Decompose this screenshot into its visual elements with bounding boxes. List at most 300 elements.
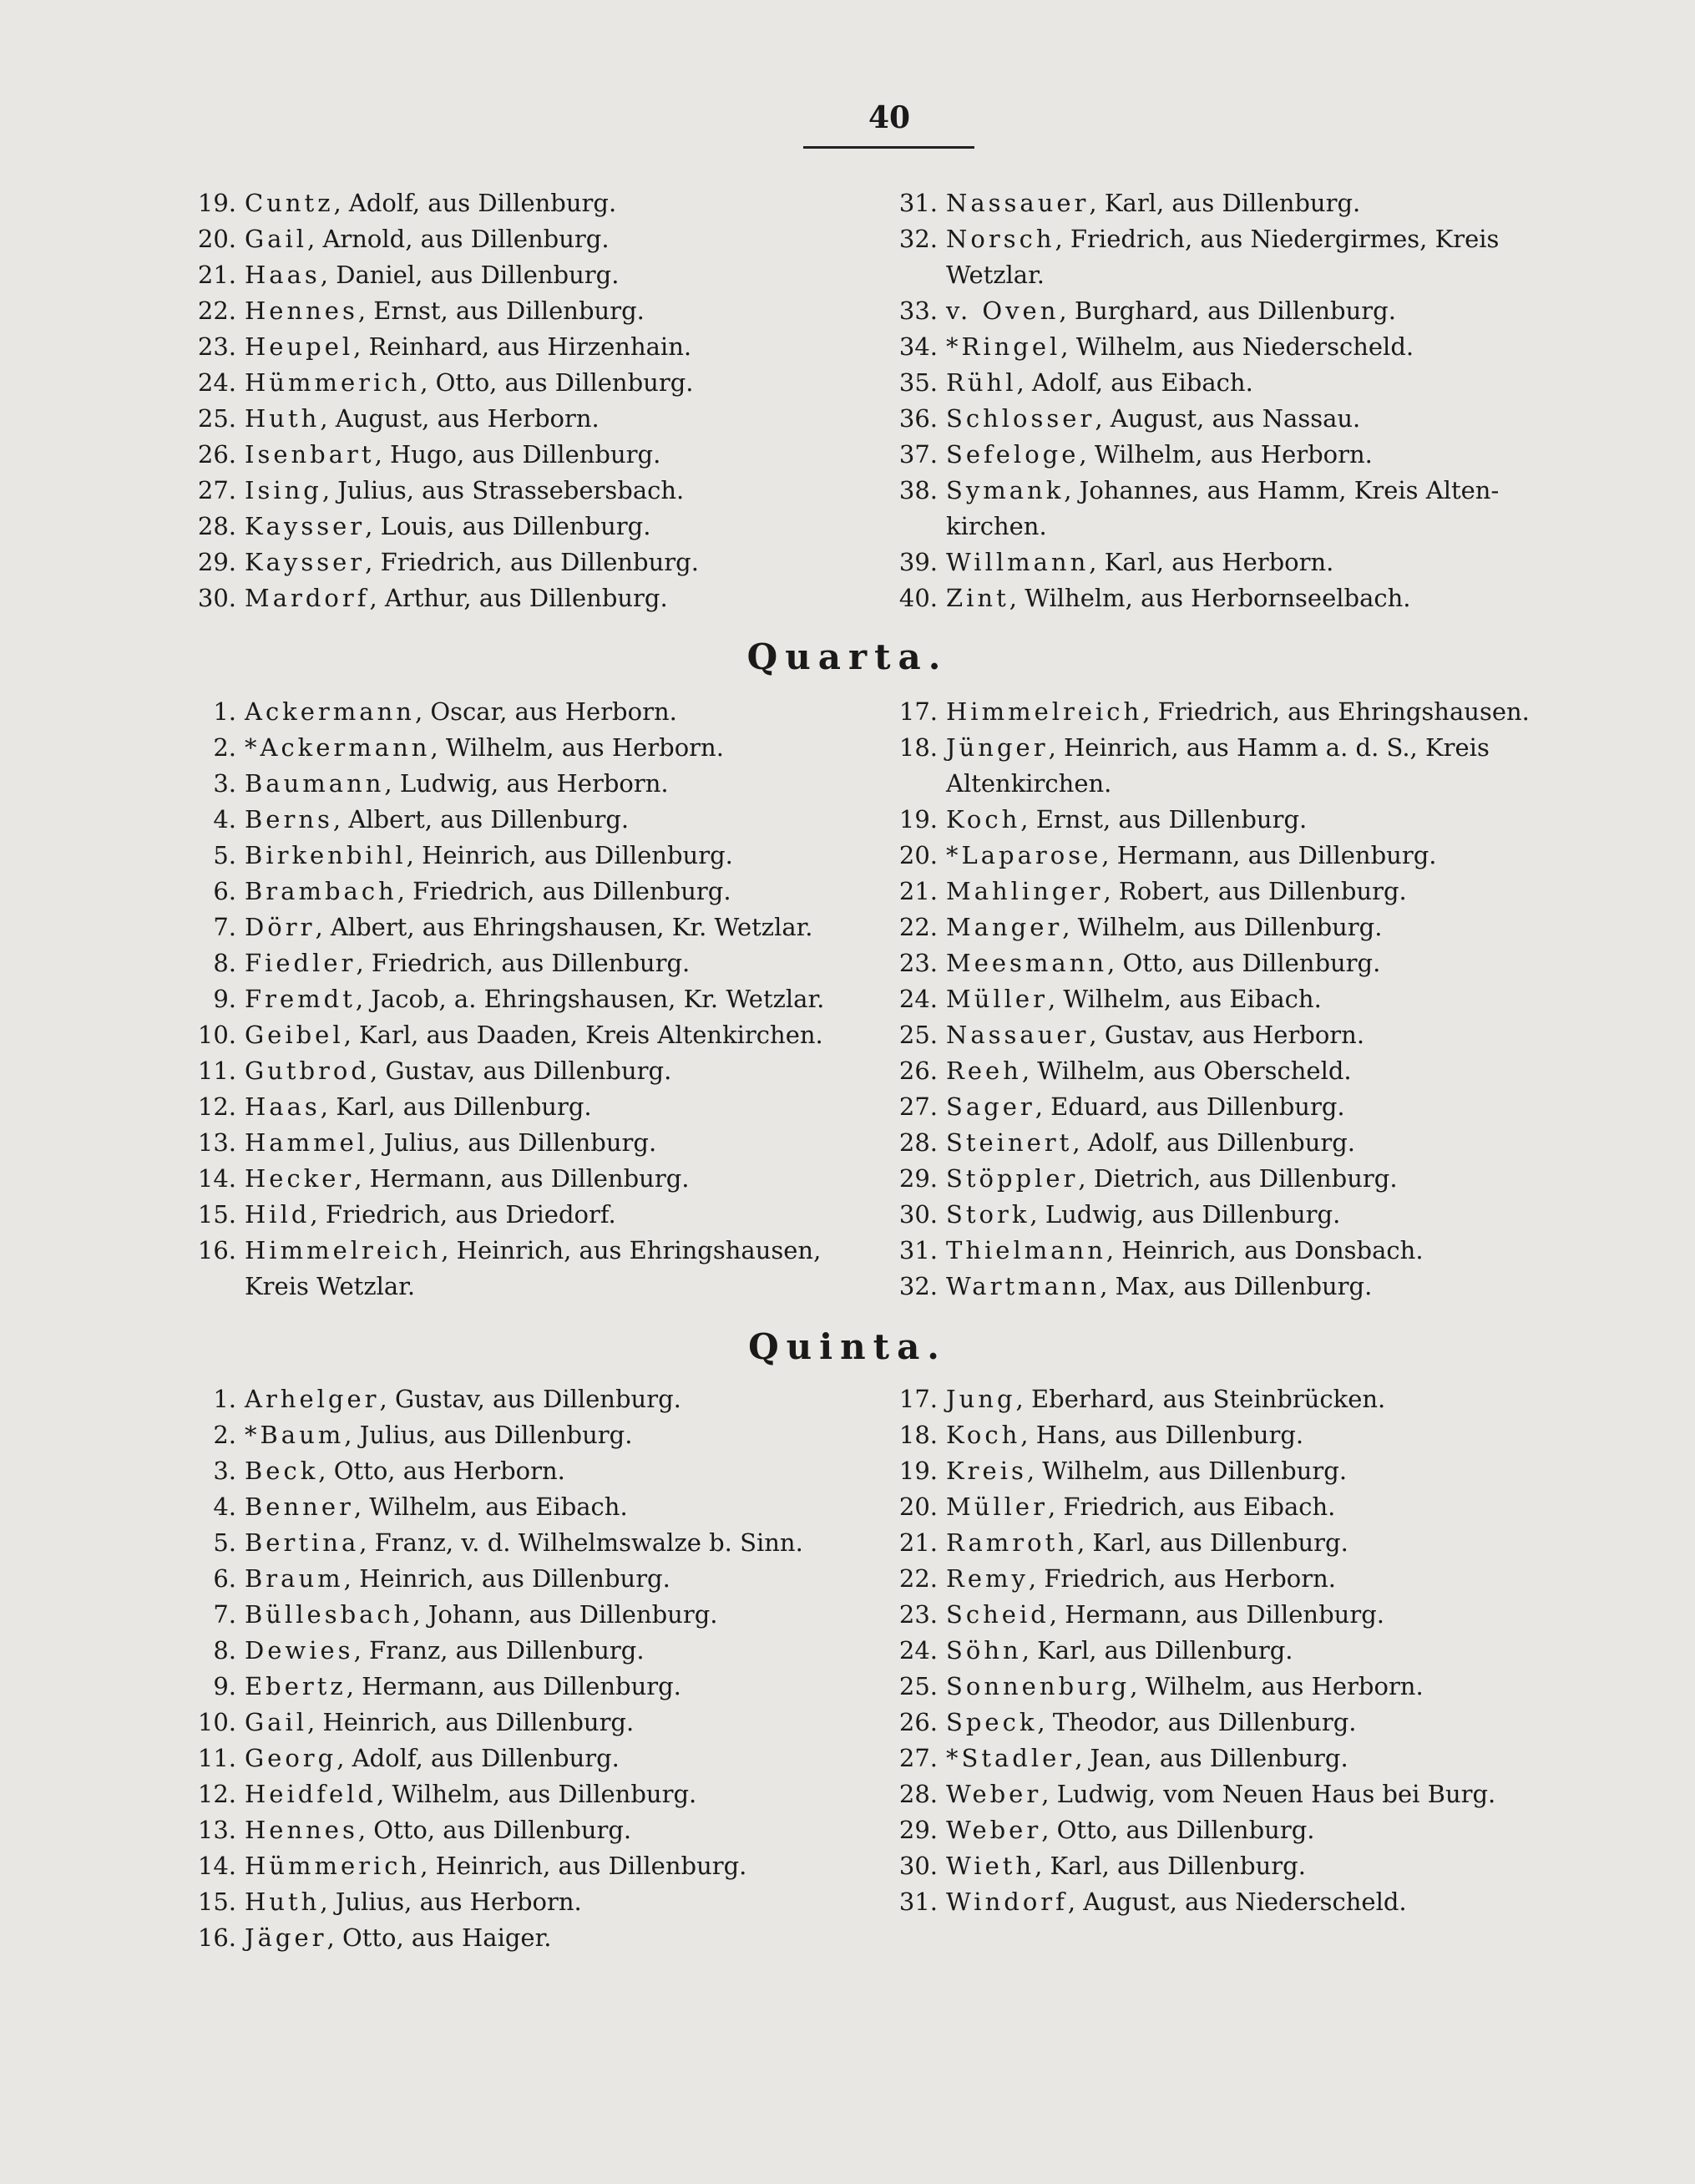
list-item (188, 1197, 881, 1233)
entry-surname: Koch (946, 805, 1021, 834)
list-item (889, 1525, 1603, 1561)
entry-details: , Heinrich, aus Dillenburg. (406, 841, 733, 869)
entry-number: 2. (213, 733, 236, 762)
entry-number: 17. (898, 697, 938, 726)
entry-details: , Adolf, aus Dillenburg. (333, 189, 617, 217)
entry-number: 13. (197, 1816, 236, 1844)
entry-surname: Brambach (245, 877, 397, 905)
entry-details: , Heinrich, aus Dillenburg. (343, 1564, 670, 1593)
list-item (188, 437, 881, 473)
entry-surname: Willmann (946, 548, 1090, 576)
list-item (188, 945, 881, 981)
entry-text (245, 1453, 565, 1489)
entry-details: , Ernst, aus Dillenburg. (1020, 805, 1308, 834)
entry-surname: Reeh (946, 1057, 1022, 1085)
entry-text (245, 730, 724, 766)
entry-number: 1. (213, 697, 236, 726)
entry-details: , Karl, aus Dillenburg. (1089, 189, 1361, 217)
entry-number: 19. (898, 1457, 938, 1485)
quarta-right-column (889, 694, 1603, 1305)
list-item (889, 545, 1603, 580)
entry-surname: *Stadler (946, 1744, 1075, 1772)
entry-details: , Ludwig, aus Dillenburg. (1030, 1200, 1341, 1229)
entry-continuation: Wetzlar. (946, 261, 1045, 289)
entry-details: , Friedrich, aus Driedorf. (310, 1200, 616, 1229)
list-item (188, 910, 881, 945)
entry-surname: Müller (946, 1492, 1048, 1521)
top-left-column (188, 185, 881, 616)
entry-surname: Manger (946, 913, 1063, 941)
entry-number: 17. (898, 1385, 938, 1413)
top-right-column (889, 185, 1603, 616)
entry-text (245, 1920, 551, 1956)
entry-details: , Daniel, aus Dillenburg. (320, 261, 620, 289)
entry-surname: Isenbart (245, 440, 375, 469)
entry-number: 12. (197, 1092, 236, 1121)
entry-details: , Adolf, aus Dillenburg. (1072, 1128, 1356, 1157)
list-item (188, 1812, 881, 1848)
entry-surname: Georg (245, 1744, 337, 1772)
entry-surname: Himmelreich (245, 1236, 442, 1264)
entry-number: 19. (898, 805, 938, 834)
list-item (889, 437, 1603, 473)
entry-number: 27. (197, 476, 236, 504)
entry-details: , Karl, aus Herborn. (1089, 548, 1334, 576)
entry-details: , Ernst, aus Dillenburg. (357, 296, 645, 325)
entry-text (245, 1597, 718, 1633)
entry-number: 16. (197, 1236, 236, 1264)
entry-text (245, 257, 619, 293)
entry-number: 1. (213, 1385, 236, 1413)
entry-surname: Mardorf (245, 584, 370, 612)
entry-details: , Friedrich, aus Dillenburg. (397, 877, 731, 905)
entry-text (946, 1525, 1348, 1561)
entry-text (245, 1561, 670, 1597)
list-item (889, 1417, 1603, 1453)
page-number: 40 (868, 100, 911, 135)
entry-surname: Hammel (245, 1128, 369, 1157)
list-item (889, 1669, 1603, 1705)
entry-details: , Otto, aus Dillenburg. (1107, 949, 1381, 977)
list-item (889, 221, 1603, 293)
entry-details: , Gustav, aus Herborn. (1089, 1021, 1365, 1049)
list-item (188, 1776, 881, 1812)
entry-details: , Otto, aus Dillenburg. (357, 1816, 632, 1844)
entry-number: 28. (898, 1780, 938, 1808)
entry-details: , Ludwig, aus Herborn. (384, 769, 669, 798)
entry-number: 3. (213, 1457, 236, 1485)
entry-number: 40. (898, 584, 938, 612)
entry-details: , Gustav, aus Dillenburg. (369, 1057, 672, 1085)
entry-surname: Sefeloge (946, 440, 1080, 469)
entry-surname: Ackermann (245, 697, 415, 726)
list-item (188, 1017, 881, 1053)
entry-text (245, 473, 684, 509)
entry-text (946, 221, 1499, 257)
entry-number: 8. (213, 1636, 236, 1665)
entry-number: 4. (213, 805, 236, 834)
entry-surname: Weber (946, 1780, 1042, 1808)
list-item (188, 509, 881, 545)
list-item (188, 221, 881, 257)
list-item (889, 580, 1603, 616)
page-number-rule (803, 146, 974, 149)
entry-details: , Reinhard, aus Hirzenhain. (353, 332, 692, 361)
entry-details: , Albert, aus Ehringshausen, Kr. Wetzlar. (315, 913, 813, 941)
entry-number: 31. (898, 1236, 938, 1264)
entry-details: , Heinrich, aus Ehringshausen, (441, 1236, 822, 1264)
entry-surname: Geibel (245, 1021, 344, 1049)
entry-surname: Windorf (946, 1888, 1068, 1916)
entry-text (245, 509, 650, 545)
entry-text (946, 1161, 1398, 1197)
entry-text (245, 1089, 592, 1125)
entry-surname: Sonnenburg (946, 1672, 1131, 1700)
entry-number: 18. (898, 1421, 938, 1449)
entry-text (245, 1848, 746, 1884)
entry-text (946, 1233, 1424, 1269)
entry-surname: Cuntz (245, 189, 334, 217)
entry-surname: Hennes (245, 1816, 358, 1844)
entry-continuation: kirchen. (946, 512, 1047, 540)
list-item (889, 694, 1603, 730)
entry-text (946, 1381, 1385, 1417)
entry-text (245, 1669, 681, 1705)
entry-text (946, 545, 1333, 580)
entry-surname: *Ringel (946, 332, 1061, 361)
entry-text (946, 1269, 1372, 1305)
list-item (188, 1053, 881, 1089)
entry-number: 23. (898, 1600, 938, 1629)
entry-text (946, 1848, 1306, 1884)
entry-number: 6. (213, 877, 236, 905)
entry-number: 9. (213, 1672, 236, 1700)
entry-continuation: Altenkirchen. (946, 769, 1112, 798)
entry-text (245, 365, 693, 401)
entry-details: , Wilhelm, aus Dillenburg. (1062, 913, 1383, 941)
entry-details: , Wilhelm, aus Herborn. (1079, 440, 1373, 469)
entry-surname: Söhn (946, 1636, 1022, 1665)
entry-surname: Himmelreich (946, 697, 1143, 726)
entry-text (946, 945, 1380, 981)
entry-details: , Friedrich, aus Dillenburg. (365, 548, 699, 576)
entry-number: 9. (213, 985, 236, 1013)
entry-surname: Mahlinger (946, 877, 1104, 905)
entry-number: 21. (898, 1528, 938, 1557)
entry-surname: Haas (245, 1092, 321, 1121)
list-item (188, 1525, 881, 1561)
entry-text (245, 185, 616, 221)
list-item (889, 1597, 1603, 1633)
entry-surname: Fremdt (245, 985, 356, 1013)
list-item (188, 1233, 881, 1305)
list-item (889, 1053, 1603, 1089)
list-item (188, 1597, 881, 1633)
entry-surname: *Ackermann (245, 733, 431, 762)
entry-number: 27. (898, 1092, 938, 1121)
entry-details: , Wilhelm, aus Eibach. (1047, 985, 1322, 1013)
entry-text (946, 1705, 1357, 1741)
entry-surname: Stork (946, 1200, 1030, 1229)
entry-number: 12. (197, 1780, 236, 1808)
entry-text (946, 437, 1373, 473)
entry-details: , Eberhard, aus Steinbrücken. (1015, 1385, 1386, 1413)
list-item (889, 1776, 1603, 1812)
entry-text (245, 1381, 681, 1417)
entry-details: , Oscar, aus Herborn. (414, 697, 677, 726)
entry-surname: Heidfeld (245, 1780, 377, 1808)
entry-surname: Huth (245, 1888, 321, 1916)
list-item (889, 1161, 1603, 1197)
entry-text (245, 1741, 620, 1776)
list-item (889, 1884, 1603, 1920)
entry-number: 28. (197, 512, 236, 540)
entry-text (245, 945, 690, 981)
entry-details: , Wilhelm, aus Herbornseelbach. (1009, 584, 1411, 612)
entry-surname: Kaysser (245, 548, 366, 576)
quinta-right-column (889, 1381, 1603, 1920)
list-item (188, 766, 881, 802)
entry-details: , Theodor, aus Dillenburg. (1037, 1708, 1357, 1736)
entry-number: 29. (898, 1164, 938, 1193)
entry-surname: Beck (245, 1457, 319, 1485)
entry-number: 27. (898, 1744, 938, 1772)
list-item (889, 1705, 1603, 1741)
entry-number: 22. (898, 1564, 938, 1593)
entry-number: 32. (898, 225, 938, 253)
entry-number: 6. (213, 1564, 236, 1593)
entry-text (245, 838, 733, 874)
entry-surname: Scheid (946, 1600, 1050, 1629)
entry-text (946, 329, 1414, 365)
entry-details: , Friedrich, aus Herborn. (1028, 1564, 1336, 1593)
entry-number: 30. (898, 1200, 938, 1229)
list-item (889, 1269, 1603, 1305)
entry-surname: Nassauer (946, 189, 1090, 217)
list-item (188, 1417, 881, 1453)
entry-surname: Sager (946, 1092, 1035, 1121)
entry-number: 15. (197, 1888, 236, 1916)
entry-details: , Heinrich, aus Dillenburg. (420, 1852, 747, 1880)
entry-surname: Dörr (245, 913, 316, 941)
entry-details: , Otto, aus Haiger. (326, 1923, 552, 1952)
entry-number: 25. (898, 1672, 938, 1700)
entry-text (245, 1884, 582, 1920)
entry-surname: Heupel (245, 332, 354, 361)
entry-details: , Karl, aus Dillenburg. (320, 1092, 592, 1121)
entry-surname: Jäger (245, 1923, 327, 1952)
entry-surname: Fiedler (245, 949, 357, 977)
entry-surname: Dewies (245, 1636, 354, 1665)
entry-text (946, 1089, 1345, 1125)
list-item (889, 365, 1603, 401)
entry-surname: Kreis (946, 1457, 1027, 1485)
list-item (188, 1741, 881, 1776)
entry-details: , August, aus Nassau. (1095, 404, 1361, 433)
entry-number: 31. (898, 189, 938, 217)
entry-surname: Hild (245, 1200, 311, 1229)
quinta-left-column (188, 1381, 881, 1956)
entry-surname: Braum (245, 1564, 344, 1593)
entry-details: , Heinrich, aus Donsbach. (1106, 1236, 1424, 1264)
entry-surname: Ebertz (245, 1672, 347, 1700)
list-item (889, 910, 1603, 945)
entry-text (245, 1233, 821, 1269)
entry-details: , Hugo, aus Dillenburg. (374, 440, 661, 469)
entry-text (946, 365, 1253, 401)
entry-text (946, 1597, 1384, 1633)
entry-surname: Hümmerich (245, 1852, 421, 1880)
entry-surname: v. Oven (946, 296, 1060, 325)
entry-details: , Max, aus Dillenburg. (1100, 1272, 1373, 1300)
entry-number: 18. (898, 733, 938, 762)
entry-text (245, 910, 813, 945)
entry-text (946, 185, 1360, 221)
entry-surname: Jung (946, 1385, 1016, 1413)
entry-number: 21. (898, 877, 938, 905)
entry-text (245, 766, 669, 802)
entry-text (946, 1053, 1352, 1089)
entry-text (245, 1417, 632, 1453)
entry-number: 37. (898, 440, 938, 469)
list-item (188, 1489, 881, 1525)
entry-text (946, 1884, 1407, 1920)
heading-quinta: Quinta. (748, 1326, 947, 1367)
entry-number: 20. (898, 1492, 938, 1521)
entry-text (946, 730, 1490, 766)
list-item (889, 1489, 1603, 1525)
list-item (188, 1381, 881, 1417)
entry-number: 25. (197, 404, 236, 433)
entry-surname: Arhelger (245, 1385, 380, 1413)
entry-details: , Karl, aus Daaden, Kreis Altenkirchen. (343, 1021, 823, 1049)
entry-number: 4. (213, 1492, 236, 1521)
entry-text (245, 437, 660, 473)
entry-text (245, 221, 610, 257)
list-item (889, 1561, 1603, 1597)
entry-number: 28. (898, 1128, 938, 1157)
entry-surname: Berns (245, 805, 333, 834)
entry-surname: *Baum (245, 1421, 345, 1449)
entry-surname: Symank (946, 476, 1065, 504)
entry-number: 39. (898, 548, 938, 576)
entry-details: , Johannes, aus Hamm, Kreis Alten- (1064, 476, 1500, 504)
entry-details: , Julius, aus Dillenburg. (344, 1421, 633, 1449)
entry-surname: Wartmann (946, 1272, 1100, 1300)
entry-text (245, 1489, 628, 1525)
entry-details: , Hermann, aus Dillenburg. (1049, 1600, 1384, 1629)
entry-surname: Hecker (245, 1164, 355, 1193)
entry-text (245, 545, 699, 580)
entry-number: 24. (898, 985, 938, 1013)
list-item (889, 838, 1603, 874)
entry-number: 14. (197, 1164, 236, 1193)
entry-details: , Friedrich, aus Ehringshausen. (1142, 697, 1530, 726)
entry-continuation: Kreis Wetzlar. (245, 1272, 416, 1300)
entry-surname: Hennes (245, 296, 358, 325)
entry-text (245, 1161, 690, 1197)
entry-surname: Gail (245, 225, 308, 253)
entry-text (245, 1776, 696, 1812)
entry-text (946, 473, 1499, 509)
entry-surname: Rühl (946, 368, 1017, 397)
entry-surname: Speck (946, 1708, 1038, 1736)
entry-surname: Koch (946, 1421, 1021, 1449)
entry-details: , Hans, aus Dillenburg. (1020, 1421, 1304, 1449)
entry-details: , Wilhelm, aus Dillenburg. (377, 1780, 697, 1808)
entry-text (946, 802, 1307, 838)
entry-text (245, 1633, 645, 1669)
entry-number: 22. (197, 296, 236, 325)
list-item (188, 580, 881, 616)
entry-number: 31. (898, 1888, 938, 1916)
entry-details: , Wilhelm, aus Herborn. (430, 733, 724, 762)
list-item (889, 1741, 1603, 1776)
entry-text (946, 293, 1396, 329)
list-item (188, 802, 881, 838)
quarta-left-column (188, 694, 881, 1305)
entry-surname: Baumann (245, 769, 385, 798)
list-item (188, 1633, 881, 1669)
list-item (889, 1848, 1603, 1884)
entry-text (245, 293, 645, 329)
entry-details: , Louis, aus Dillenburg. (365, 512, 651, 540)
entry-surname: Steinert (946, 1128, 1073, 1157)
entry-details: , Heinrich, aus Hamm a. d. S., Kreis (1048, 733, 1490, 762)
entry-surname: Stöppler (946, 1164, 1079, 1193)
list-item (889, 1233, 1603, 1269)
entry-text (946, 1741, 1348, 1776)
list-item (889, 185, 1603, 221)
entry-text (245, 1197, 616, 1233)
entry-details: , Wilhelm, aus Oberscheld. (1021, 1057, 1352, 1085)
entry-text (245, 580, 668, 616)
entry-details: , Wilhelm, aus Dillenburg. (1026, 1457, 1348, 1485)
entry-details: , Karl, aus Dillenburg. (1076, 1528, 1348, 1557)
entry-number: 36. (898, 404, 938, 433)
entry-surname: Müller (946, 985, 1048, 1013)
entry-surname: Gail (245, 1708, 308, 1736)
entry-details: , Arnold, aus Dillenburg. (307, 225, 610, 253)
entry-number: 30. (898, 1852, 938, 1880)
entry-number: 15. (197, 1200, 236, 1229)
list-item (889, 1017, 1603, 1053)
entry-number: 24. (898, 1636, 938, 1665)
list-item (188, 473, 881, 509)
entry-details: , Robert, aus Dillenburg. (1103, 877, 1407, 905)
entry-text (946, 874, 1407, 910)
entry-surname: Zint (946, 584, 1009, 612)
entry-details: , Wilhelm, aus Niederscheld. (1060, 332, 1414, 361)
entry-surname: Gutbrod (245, 1057, 370, 1085)
entry-text (245, 874, 731, 910)
list-item (188, 838, 881, 874)
entry-details: , Albert, aus Dillenburg. (332, 805, 630, 834)
entry-details: , Hermann, aus Dillenburg. (354, 1164, 690, 1193)
entry-details: , Otto, aus Herborn. (318, 1457, 565, 1485)
entry-surname: Thielmann (946, 1236, 1106, 1264)
list-item (889, 981, 1603, 1017)
list-item (188, 257, 881, 293)
entry-number: 29. (197, 548, 236, 576)
list-item (188, 365, 881, 401)
entry-surname: Bertina (245, 1528, 360, 1557)
entry-surname: Hümmerich (245, 368, 421, 397)
list-item (889, 401, 1603, 437)
list-item (889, 1453, 1603, 1489)
entry-surname: Meesmann (946, 949, 1108, 977)
entry-details: , Wilhelm, aus Eibach. (353, 1492, 628, 1521)
